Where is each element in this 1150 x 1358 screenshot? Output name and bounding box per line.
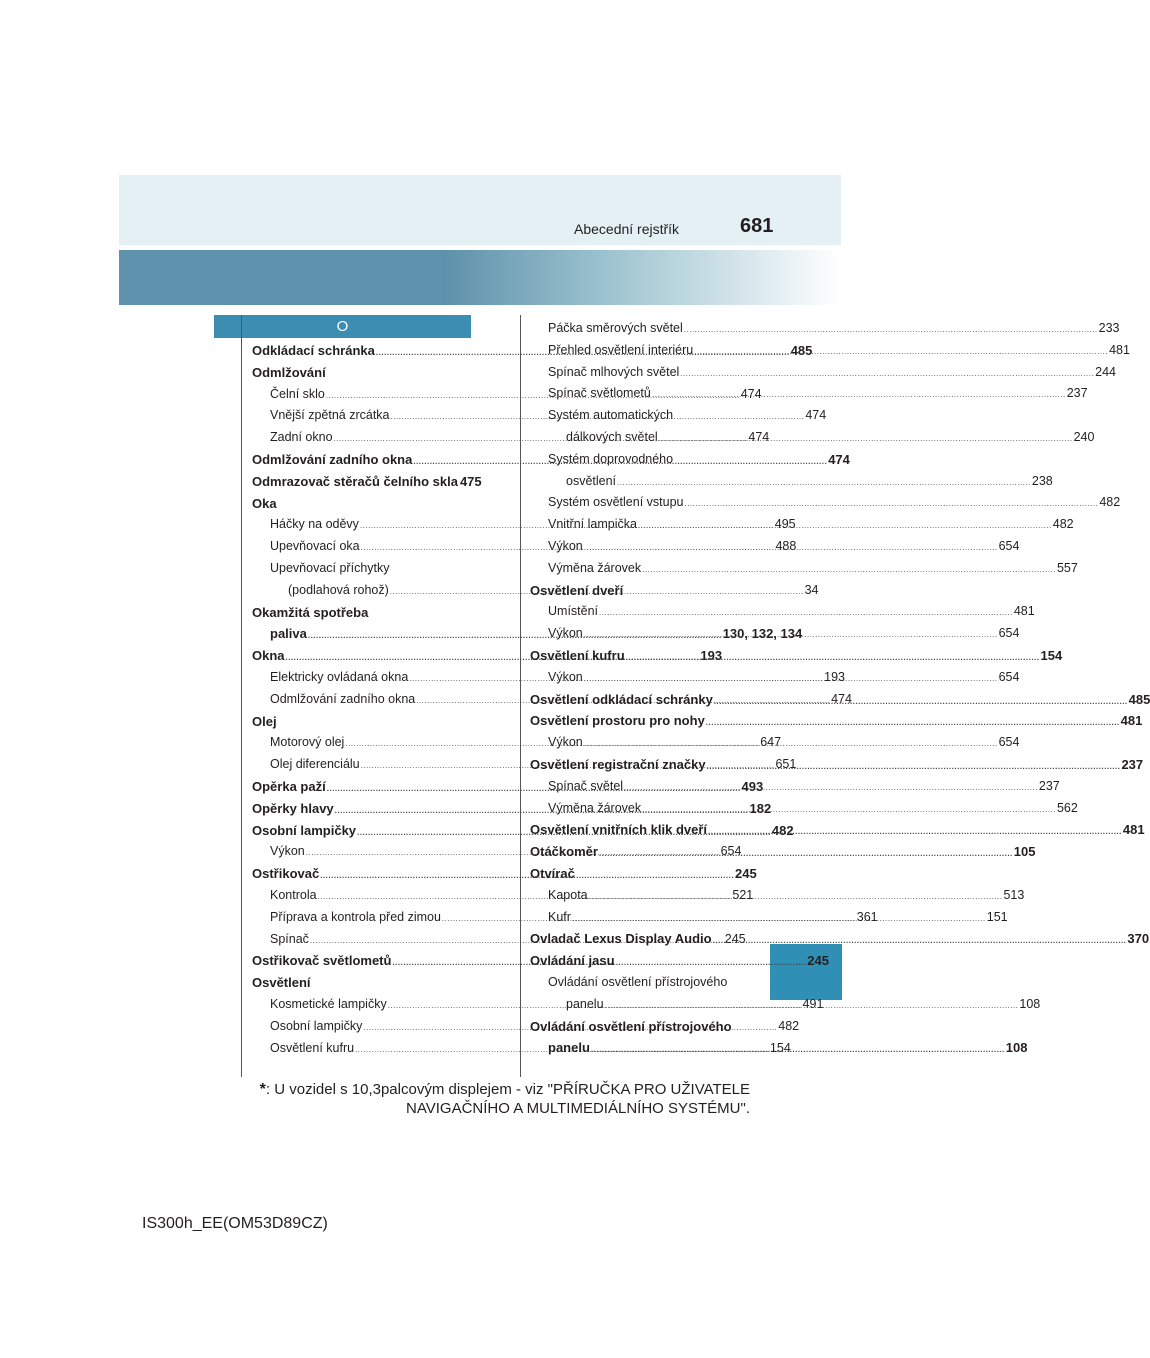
dot-leader xyxy=(584,537,998,559)
index-entry-term: Čelní sklo xyxy=(270,386,325,401)
index-entry-page: 654 xyxy=(998,669,1020,684)
index-entry-term: Háčky na oděvy xyxy=(270,517,359,532)
index-entry-page: 151 xyxy=(986,909,1008,924)
dot-leader xyxy=(605,995,1019,1017)
index-entry-term: Otvírač xyxy=(530,865,575,881)
index-entry-term: Spínač mlhových světel xyxy=(548,364,680,379)
index-entry-term: Otáčkoměr xyxy=(530,844,598,860)
dot-leader xyxy=(626,647,1040,669)
index-entry xyxy=(252,471,482,493)
index-entry-page: 521 xyxy=(732,887,754,902)
page-number: 681 xyxy=(740,215,774,237)
gradient-banner xyxy=(119,250,841,305)
index-entry-term: Osvětlení registrační značky xyxy=(530,756,706,772)
index-entry-term: Ostřikovač světlometů xyxy=(252,953,392,969)
index-entry-page: 482 xyxy=(1052,517,1074,532)
index-entry-page: 130, 132, 134 xyxy=(722,626,803,642)
section-title: Abecední rejstřík xyxy=(574,221,680,237)
index-entry xyxy=(530,841,1036,863)
index-entry-term: Systém automatických xyxy=(548,408,674,423)
index-entry-term: Okamžitá spotřeba xyxy=(252,604,369,620)
index-entry xyxy=(530,928,1150,950)
index-entry-term: Výkon xyxy=(548,538,583,553)
dot-leader xyxy=(599,602,1013,624)
index-entry-term: Výkon xyxy=(548,669,583,684)
index-entry xyxy=(530,863,750,885)
index-entry-page: 482 xyxy=(778,1018,800,1033)
index-entry xyxy=(252,711,471,733)
index-entry xyxy=(530,972,750,994)
index-entry-page: 245 xyxy=(807,953,829,969)
dot-leader xyxy=(659,428,1073,450)
index-entry-term: Osvětlení vnitřních klik dveří xyxy=(530,822,708,838)
letter-heading: O xyxy=(214,315,471,338)
index-entry xyxy=(252,972,471,994)
index-entry-term: Opěrka paží xyxy=(252,778,326,794)
dot-leader xyxy=(642,559,1056,581)
index-entry-page: 474 xyxy=(740,386,762,401)
dot-leader xyxy=(680,363,1094,385)
index-entry-page: 482 xyxy=(1099,495,1121,510)
index-entry xyxy=(530,405,750,427)
index-entry-term: Kapota xyxy=(548,887,588,902)
model-code: IS300h_EE(OM53D89CZ) xyxy=(142,1215,328,1232)
index-entry-page: 193 xyxy=(824,669,845,684)
index-entry xyxy=(530,950,750,972)
index-entry-term: Elektricky ovládaná okna xyxy=(270,669,409,684)
index-entry xyxy=(530,362,1117,384)
index-entry xyxy=(252,602,471,624)
dot-leader xyxy=(652,384,1066,406)
index-entry-page: 485 xyxy=(1128,691,1150,707)
index-entry-term: Olej diferenciálu xyxy=(270,757,360,772)
dot-leader xyxy=(638,515,1052,537)
index-entry-page: 244 xyxy=(1095,364,1117,379)
dot-leader xyxy=(714,691,1128,713)
index-entry-page: 108 xyxy=(1019,996,1041,1011)
index-entry-term: Osvětlení prostoru pro nohy xyxy=(530,713,705,729)
dot-leader xyxy=(713,930,1127,952)
index-entry-term: Upevňovací oka xyxy=(270,539,360,554)
index-entry-page: 488 xyxy=(775,539,797,554)
index-entry-term: paliva xyxy=(270,626,307,642)
index-entry-term: Výměna žárovek xyxy=(548,800,642,815)
index-entry-page: 482 xyxy=(771,822,794,838)
index-entry-page: 474 xyxy=(748,430,770,445)
dot-leader xyxy=(584,624,998,646)
index-entry-page: 481 xyxy=(1120,713,1143,729)
index-entry-term: Oka xyxy=(252,495,277,511)
dot-leader xyxy=(708,821,1122,843)
index-entry xyxy=(530,492,1121,514)
index-entry xyxy=(530,580,750,602)
index-entry xyxy=(252,558,471,580)
index-entry-page: 237 xyxy=(1121,756,1144,772)
index-entry-term: Vnitřní lampička xyxy=(548,517,637,532)
index-entry-term: Systém doprovodného xyxy=(548,451,674,466)
index-entry-term: Výkon xyxy=(548,735,583,750)
index-entry-page: 481 xyxy=(1122,822,1145,838)
index-entry-page: 654 xyxy=(998,626,1020,641)
index-entry-page: 193 xyxy=(700,648,723,664)
index-entry-page: 647 xyxy=(760,735,782,750)
index-entry-page: 557 xyxy=(1056,560,1078,575)
header-band xyxy=(119,175,841,245)
index-entry-term: Ovládání jasu xyxy=(530,953,615,969)
index-entry-page: 370 xyxy=(1127,931,1150,947)
index-entry-term: Výkon xyxy=(270,844,305,859)
index-entry-page: 474 xyxy=(831,691,852,706)
index-entry-term: Ovladač Lexus Display Audio xyxy=(530,931,712,947)
index-entry-page: 485 xyxy=(790,343,813,358)
index-entry-page: 240 xyxy=(1073,429,1095,444)
index-entry-term: Odkládací schránka xyxy=(252,343,375,358)
dot-leader xyxy=(706,712,1120,734)
index-entry-page: 238 xyxy=(1031,473,1053,488)
dot-leader xyxy=(624,777,1038,799)
index-entry-page: 493 xyxy=(741,778,764,794)
index-entry-page: 474 xyxy=(828,451,850,467)
index-entry-term: Spínač světel xyxy=(548,778,624,793)
left-column-rule xyxy=(241,315,242,1077)
index-entry-page: 245 xyxy=(724,931,746,946)
index-entry-term: dálkových světel xyxy=(566,429,658,444)
index-entry-term: Ovládání osvětlení přístrojového xyxy=(548,974,728,989)
index-entry-term: Kontrola xyxy=(270,887,317,902)
index-entry-page: 651 xyxy=(775,757,797,772)
index-entry-page: 654 xyxy=(998,538,1020,553)
index-entry-page: 654 xyxy=(720,844,742,859)
dot-leader xyxy=(591,1039,1005,1061)
index-entry-term: Odmlžování xyxy=(252,364,326,380)
index-entry-term: Osobní lampičky xyxy=(252,822,357,838)
index-entry-page: 562 xyxy=(1056,800,1078,815)
index-entry-term: panelu xyxy=(548,1040,590,1056)
dot-leader xyxy=(584,733,998,755)
index-entry-term: Osvětlení kufru xyxy=(270,1040,355,1055)
index-entry-page: 495 xyxy=(774,517,796,532)
index-entry-page: 233 xyxy=(1098,321,1120,335)
dot-leader xyxy=(684,319,1098,341)
index-entry-term: Zadní okno xyxy=(270,430,333,445)
dot-leader xyxy=(707,756,1121,778)
index-entry-term: (podlahová rohož) xyxy=(288,582,389,597)
index-entry-page: 481 xyxy=(1013,604,1035,619)
index-entry-page: 245 xyxy=(735,866,757,882)
index-entry-page: 237 xyxy=(1038,778,1060,793)
index-entry-term: Osobní lampičky xyxy=(270,1018,363,1033)
index-entry-term: Výkon xyxy=(548,626,583,641)
index-entry xyxy=(530,601,1035,623)
index-entry-page: 182 xyxy=(749,800,772,816)
dot-leader xyxy=(584,668,998,690)
index-entry-page: 361 xyxy=(856,909,878,924)
index-entry xyxy=(530,471,1053,493)
dot-leader xyxy=(694,341,1108,363)
index-entry-term: Motorový olej xyxy=(270,735,345,750)
index-entry-page: 474 xyxy=(805,408,827,423)
index-entry-term: Odmlžování zadního okna xyxy=(252,451,413,467)
dot-leader xyxy=(589,886,1003,908)
index-entry xyxy=(530,1016,750,1038)
index-entry-page: 154 xyxy=(1040,647,1063,663)
index-entry-term: Osvětlení odkládací schránky xyxy=(530,691,713,707)
index-entry-term: Páčka směrových světel xyxy=(548,321,683,335)
index-entry-term: Upevňovací příchytky xyxy=(270,560,390,575)
index-entry xyxy=(530,318,1120,340)
index-entry-term: osvětlení xyxy=(566,473,617,488)
index-entry-term: Ostřikovač xyxy=(252,866,320,882)
index-entry-page: 475 xyxy=(459,473,482,489)
dot-leader xyxy=(684,493,1098,515)
index-entry-term: Vnější zpětná zrcátka xyxy=(270,408,390,423)
index-entry-page: 108 xyxy=(1005,1040,1028,1056)
index-entry-term: Spínač světlometů xyxy=(548,386,651,401)
index-entry xyxy=(530,710,1143,732)
index-entry xyxy=(252,362,471,384)
index-entry-term: Osvětlení xyxy=(252,975,311,991)
index-entry xyxy=(530,885,1025,907)
index-entry-term: Systém osvětlení vstupu xyxy=(548,495,684,510)
index-entry-page: 237 xyxy=(1066,386,1088,401)
index-entry-term: Odmlžování zadního okna xyxy=(270,691,416,706)
index-entry-term: panelu xyxy=(566,996,604,1011)
footnote xyxy=(190,1080,750,1118)
index-entry-page: 154 xyxy=(769,1040,791,1055)
index-entry-term: Osvětlení dveří xyxy=(530,582,624,598)
index-entry-term: Umístění xyxy=(548,604,599,619)
index-entry-term: Opěrky hlavy xyxy=(252,800,334,816)
dot-leader xyxy=(642,799,1056,821)
index-entry-term: Spínač xyxy=(270,931,309,946)
index-entry-term: Výměna žárovek xyxy=(548,560,642,575)
index-entry xyxy=(530,449,750,471)
index-entry-term: Kosmetické lampičky xyxy=(270,996,387,1011)
index-entry xyxy=(530,645,1063,667)
dot-leader xyxy=(599,843,1013,865)
index-entry-term: Příprava a kontrola před zimou xyxy=(270,909,441,924)
index-entry-page: 513 xyxy=(1003,887,1025,902)
index-entry-term: Osvětlení kufru xyxy=(530,647,625,663)
index-entry-term: Kufr xyxy=(548,909,571,924)
index-entry-term: Okna xyxy=(252,648,285,664)
index-entry-page: 105 xyxy=(1013,844,1036,860)
index-entry-term: Olej xyxy=(252,713,277,729)
index-entry-term: Ovládání osvětlení přístrojového xyxy=(530,1018,732,1034)
footnote-line-2: NAVIGAČNÍHO A MULTIMEDIÁLNÍHO SYSTÉMU". xyxy=(406,1100,750,1117)
footnote-mark: * xyxy=(259,1081,266,1098)
index-entry-page: 481 xyxy=(1109,342,1130,357)
index-entry-term: Přehled osvětlení interiéru xyxy=(548,342,694,357)
dot-leader xyxy=(617,472,1031,494)
index-entry xyxy=(530,558,1078,580)
dot-leader xyxy=(572,908,986,930)
index-entry-term: Odmrazovač stěračů čelního skla xyxy=(252,473,458,489)
index-entry xyxy=(252,493,471,515)
index-entry-page: 491 xyxy=(802,996,824,1011)
footnote-line-1: : U vozidel s 10,3palcovým displejem - viz "PŘÍRUČKA PRO UŽIVATELE xyxy=(265,1081,750,1098)
index-entry-page: 34 xyxy=(804,582,819,597)
index-entry-page: 654 xyxy=(998,735,1020,750)
